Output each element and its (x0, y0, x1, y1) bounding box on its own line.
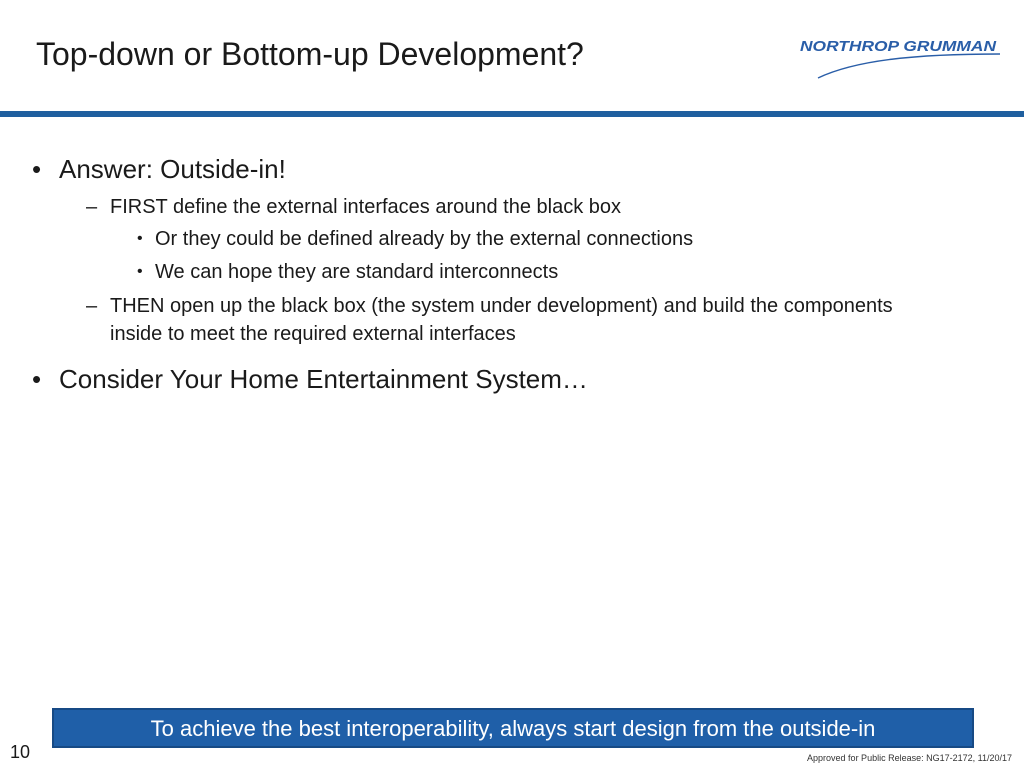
bullet-text: Consider Your Home Entertainment System… (59, 364, 588, 394)
callout-banner: To achieve the best interoperability, always start design from the outside-in (52, 708, 974, 748)
slide-title: Top-down or Bottom-up Development? (36, 36, 584, 72)
bullet-dot: • (137, 263, 143, 280)
bullet-dot: • (32, 154, 42, 184)
sub-sub-bullet-item (137, 228, 693, 251)
bullet-item (32, 364, 588, 395)
logo-wordmark: NORTHROP GRUMMAN (800, 39, 997, 55)
page-number: 10 (10, 742, 31, 762)
sub-sub-bullet-text: Or they could be defined already by the external connections (155, 228, 694, 250)
sub-bullet-item (86, 292, 910, 348)
bullet-dot: • (32, 364, 42, 394)
bullet-dot: • (137, 230, 143, 247)
sub-sub-bullet-item (137, 261, 558, 284)
sub-bullet-text: THEN open up the black box (the system under development) and build the components inside to meet the required external interfaces (110, 295, 893, 345)
dash-marker: – (86, 196, 98, 218)
bullet-item (32, 154, 286, 185)
sub-bullet-text: FIRST define the external interfaces around the black box (110, 196, 622, 218)
sub-sub-bullet-text: We can hope they are standard interconnects (155, 261, 559, 283)
header-divider (0, 111, 1024, 117)
bullet-text: Answer: Outside-in! (59, 154, 286, 184)
northrop-grumman-logo (796, 34, 1002, 82)
release-note: Approved for Public Release: NG17-2172, 11/20/17 (807, 753, 1012, 763)
dash-marker: – (86, 295, 98, 317)
logo-swoosh (818, 54, 1000, 78)
sub-bullet-item (86, 193, 910, 221)
